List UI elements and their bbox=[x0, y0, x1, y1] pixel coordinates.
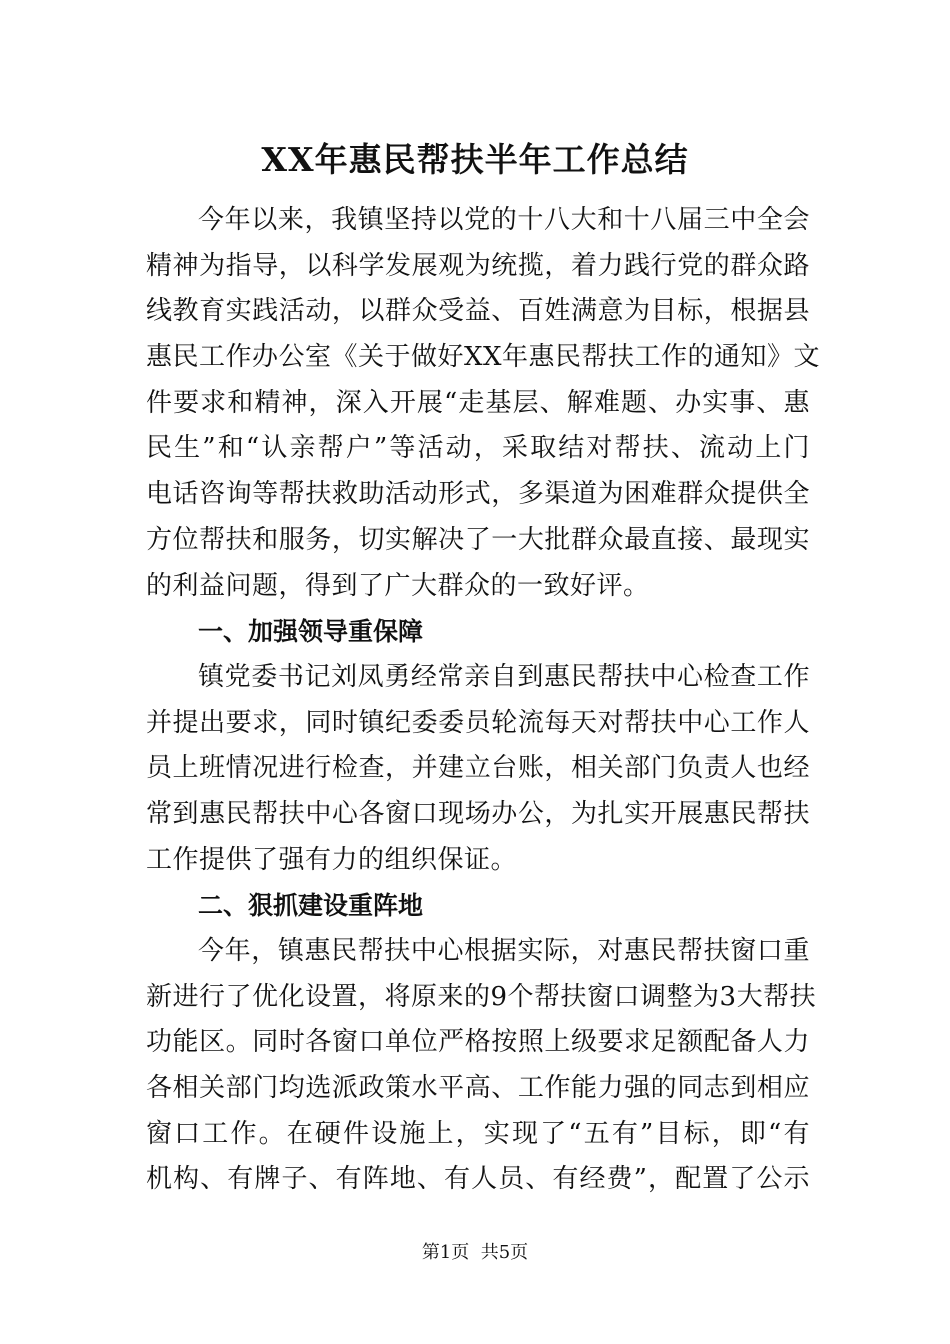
paragraph-line: 的利益问题，得到了广大群众的一致好评。 bbox=[146, 570, 650, 601]
paragraph-line: 功能区。同时各窗口单位严格按照上级要求足额配备人力 bbox=[146, 1027, 810, 1058]
paragraph bbox=[146, 929, 817, 1203]
section-heading: 二、狠抓建设重阵地 bbox=[198, 891, 424, 921]
paragraph-line: 新进行了优化设置，将原来的9个帮扶窗口调整为3大帮扶 bbox=[146, 981, 817, 1012]
page-footer: 第1页 共5页 bbox=[421, 1242, 529, 1263]
paragraph-line: 工作提供了强有力的组织保证。 bbox=[146, 844, 518, 875]
paragraph-line: 常到惠民帮扶中心各窗口现场办公，为扎实开展惠民帮扶 bbox=[146, 798, 810, 829]
paragraph-line: 今年，镇惠民帮扶中心根据实际，对惠民帮扶窗口重 bbox=[198, 936, 810, 966]
paragraph-line: 线教育实践活动，以群众受益、百姓满意为目标，根据县 bbox=[146, 296, 810, 327]
document-title: XX年惠民帮扶半年工作总结 bbox=[261, 140, 689, 179]
paragraph-line: 惠民工作办公室《关于做好XX年惠民帮扶工作的通知》文 bbox=[146, 342, 821, 373]
paragraph-line: 镇党委书记刘凤勇经常亲自到惠民帮扶中心检查工作 bbox=[198, 661, 810, 692]
paragraph-line: 精神为指导，以科学发展观为统揽，着力践行党的群众路 bbox=[146, 250, 810, 281]
paragraph-line: 机构、有牌子、有阵地、有人员、有经费”，配置了公示 bbox=[146, 1164, 810, 1195]
document-body bbox=[146, 198, 821, 1203]
paragraph-line: 员上班情况进行检查，并建立台账，相关部门负责人也经 bbox=[146, 753, 810, 784]
paragraph bbox=[146, 655, 810, 883]
paragraph-line: 电话咨询等帮扶救助活动形式，多渠道为困难群众提供全 bbox=[146, 479, 810, 510]
paragraph-line: 并提出要求，同时镇纪委委员轮流每天对帮扶中心工作人 bbox=[146, 707, 810, 738]
paragraph bbox=[146, 198, 821, 609]
paragraph-line: 方位帮扶和服务，切实解决了一大批群众最直接、最现实 bbox=[146, 524, 810, 555]
paragraph-line: 件要求和精神，深入开展“走基层、解难题、办实事、惠 bbox=[146, 387, 810, 418]
paragraph-line: 今年以来，我镇坚持以党的十八大和十八届三中全会 bbox=[198, 205, 810, 235]
paragraph-line: 民生”和“认亲帮户”等活动，采取结对帮扶、流动上门 bbox=[146, 433, 810, 464]
paragraph-line: 窗口工作。在硬件设施上，实现了“五有”目标，即“有 bbox=[146, 1118, 810, 1149]
section-heading: 一、加强领导重保障 bbox=[198, 617, 424, 647]
paragraph-line: 各相关部门均选派政策水平高、工作能力强的同志到相应 bbox=[146, 1073, 810, 1104]
